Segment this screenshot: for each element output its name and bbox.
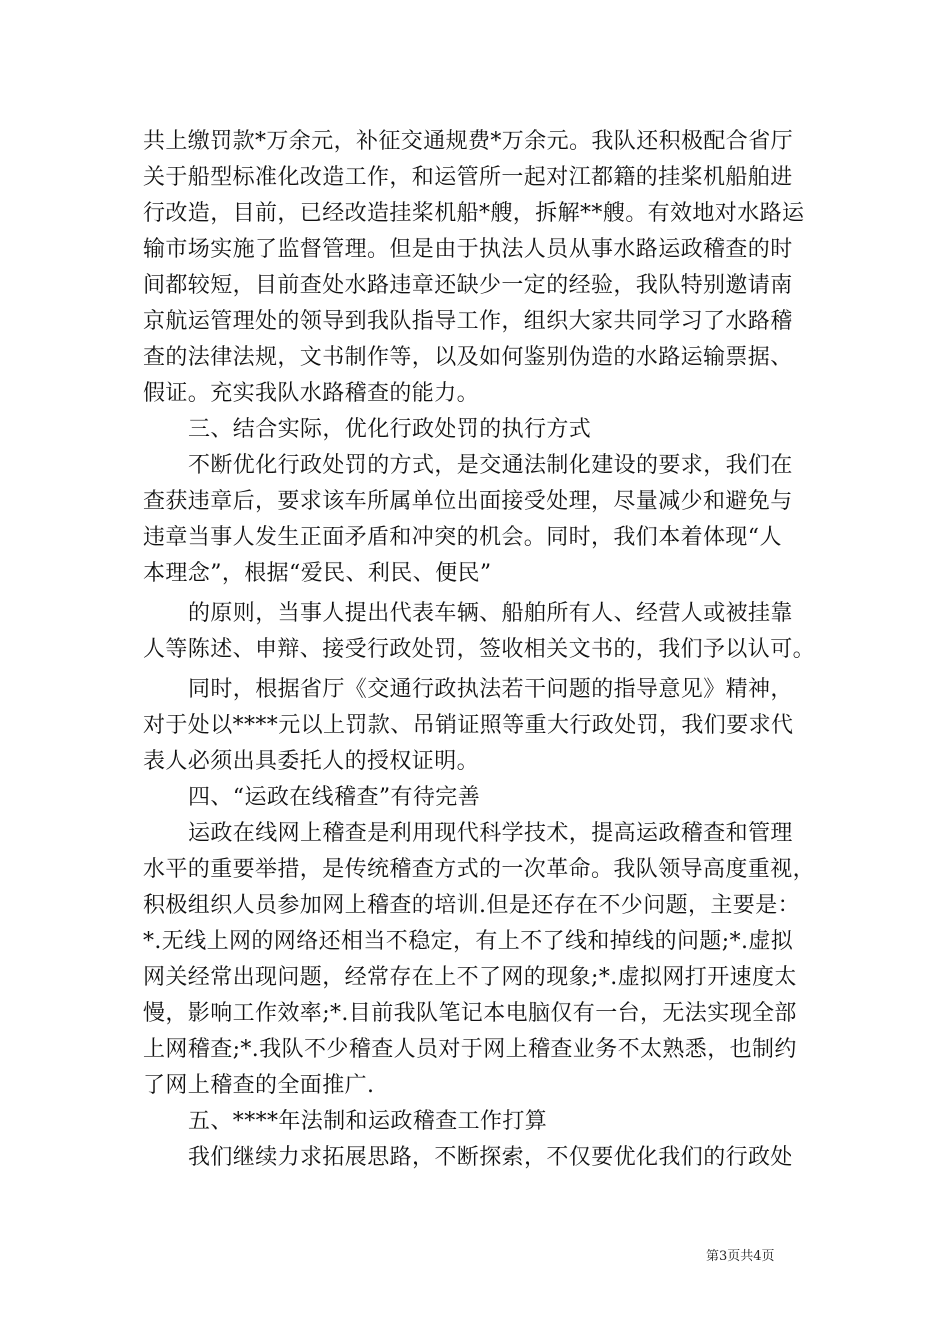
body-text-line: 行改造，目前，已经改造挂桨机船*艘，拆解**艘。有效地对水路运 (143, 201, 805, 226)
page-number-footer: 第3页共4页 (706, 1249, 775, 1264)
section-heading: 三、结合实际，优化行政处罚的执行方式 (188, 417, 592, 442)
body-text-line: 违章当事人发生正面矛盾和冲突的机会。同时，我们本着体现“人 (143, 525, 782, 550)
body-text-line: 人等陈述、申辩、接受行政处罚，签收相关文书的，我们予以认可。 (143, 637, 816, 662)
body-text-line: 水平的重要举措，是传统稽查方式的一次革命。我队领导高度重视， (143, 857, 816, 882)
body-text-line: 对于处以****元以上罚款、吊销证照等重大行政处罚，我们要求代 (143, 713, 794, 738)
body-text-line: 不断优化行政处罚的方式，是交通法制化建设的要求，我们在 (188, 453, 793, 478)
body-text-line: 了网上稽查的全面推广. (143, 1073, 375, 1098)
body-text-line: 本理念”，根据“爱民、利民、便民” (143, 561, 492, 586)
body-text-line: 假证。充实我队水路稽查的能力。 (143, 381, 480, 406)
body-text-line: 慢，影响工作效率;*.目前我队笔记本电脑仅有一台，无法实现全部 (143, 1001, 797, 1026)
body-text-line: 运政在线网上稽查是利用现代科学技术，提高运政稽查和管理 (188, 821, 793, 846)
body-text-line: 我们继续力求拓展思路，不断探索，不仅要优化我们的行政处 (188, 1145, 793, 1170)
body-text-line: 上网稽查;*.我队不少稽查人员对于网上稽查业务不太熟悉，也制约 (143, 1037, 797, 1062)
body-text-line: 间都较短，目前查处水路违章还缺少一定的经验，我队特别邀请南 (143, 273, 793, 298)
section-heading: 四、“运政在线稽查”有待完善 (188, 785, 481, 810)
body-text-line: 查的法律法规，文书制作等，以及如何鉴别伪造的水路运输票据、 (143, 345, 793, 370)
body-text-line: 的原则，当事人提出代表车辆、船舶所有人、经营人或被挂靠 (188, 601, 793, 626)
body-text-line: *.无线上网的网络还相当不稳定，有上不了线和掉线的问题;*.虚拟 (143, 929, 794, 954)
body-text-line: 输市场实施了监督管理。但是由于执法人员从事水路运政稽查的时 (143, 237, 793, 262)
body-text-line: 积极组织人员参加网上稽查的培训.但是还存在不少问题，主要是： (143, 893, 800, 918)
body-text-line: 共上缴罚款*万余元，补征交通规费*万余元。我队还积极配合省厅 (143, 129, 794, 154)
section-heading: 五、****年法制和运政稽查工作打算 (188, 1109, 548, 1134)
body-text-line: 关于船型标准化改造工作，和运管所一起对江都籍的挂桨机船舶进 (143, 165, 793, 190)
body-text-line: 同时，根据省厅《交通行政执法若干问题的指导意见》精神， (188, 677, 793, 702)
body-text-line: 表人必须出具委托人的授权证明。 (143, 749, 480, 774)
body-text-line: 查获违章后，要求该车所属单位出面接受处理，尽量减少和避免与 (143, 489, 793, 514)
body-text-line: 网关经常出现问题，经常存在上不了网的现象;*.虚拟网打开速度太 (143, 965, 797, 990)
body-text-line: 京航运管理处的领导到我队指导工作，组织大家共同学习了水路稽 (143, 309, 793, 334)
